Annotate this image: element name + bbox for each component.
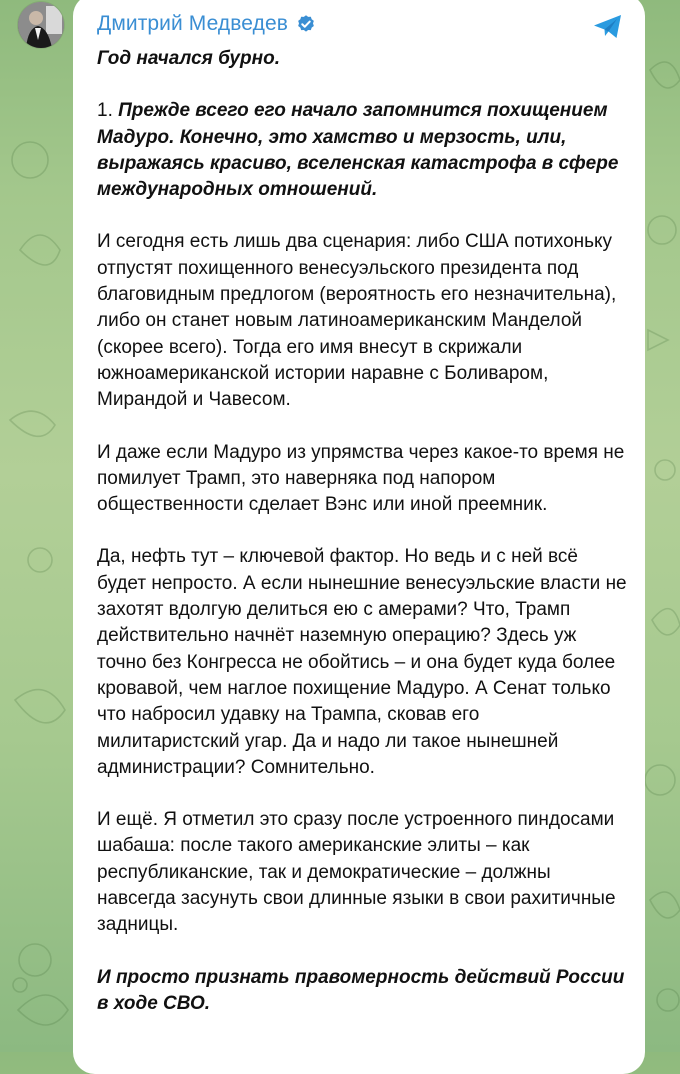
channel-post-bubble	[73, 0, 645, 1074]
post-paragraph-1-text: Прежде всего его начало запомнится похищением Мадуро. Конечно, это хамство и мерзость, или, выражаясь красиво, вселенская катастрофа в сфере международных отношений.	[97, 100, 619, 201]
post-paragraph-1	[97, 98, 627, 203]
post-paragraph-4: Да, нефть тут – ключевой фактор. Но ведь и с ней всё будет непросто. А если нынешние венесуэльские власти не захотят вдолгую делиться ею с амерами? Что, Трамп действительно начнёт наземную операцию? Здесь уж точно без Конгресса не обойтись – и она будет куда более кровавой, чем наглое похищение Мадуро. А Сенат только что набросил удавку на Трампа, сковав его милитаристский угар. Да и надо ли такое нынешней администрации? Сомнительно.	[97, 546, 627, 778]
post-paragraph-intro: Год начался бурно.	[97, 48, 280, 69]
author-avatar[interactable]	[18, 2, 64, 48]
author-name[interactable]: Дмитрий Медведев	[97, 12, 289, 35]
post-paragraph-2: И сегодня есть лишь два сценария: либо США потихоньку отпустят похищенного венесуэльского президента под благовидным предлогом (вероятность его незначительна), либо он станет новым латиноамериканским Манделой (скорее всего). Тогда его имя внесут в скрижали южноамериканской истории наравне с Боливаром, Мирандой и Чавесом.	[97, 231, 617, 411]
avatar-photo	[18, 2, 64, 48]
post-paragraph-3: И даже если Мадуро из упрямства через какое-то время не помилует Трамп, это наверняка под напором общественности сделает Вэнс или иной преемник.	[97, 441, 625, 516]
post-paragraph-5: И ещё. Я отметил это сразу после устроенного пиндосами шабаша: после такого американские элиты – как республиканские, так и демократические – должны навсегда засунуть свои длинные языки в свои рахитичные задницы.	[97, 809, 616, 936]
verified-badge-icon	[296, 14, 316, 34]
post-paragraph-conclusion: И просто признать правомерность действий России в ходе СВО.	[97, 966, 625, 1014]
post-text	[97, 46, 627, 1043]
telegram-logo-icon	[593, 14, 623, 40]
post-header	[97, 12, 316, 36]
list-number: 1.	[97, 100, 119, 122]
